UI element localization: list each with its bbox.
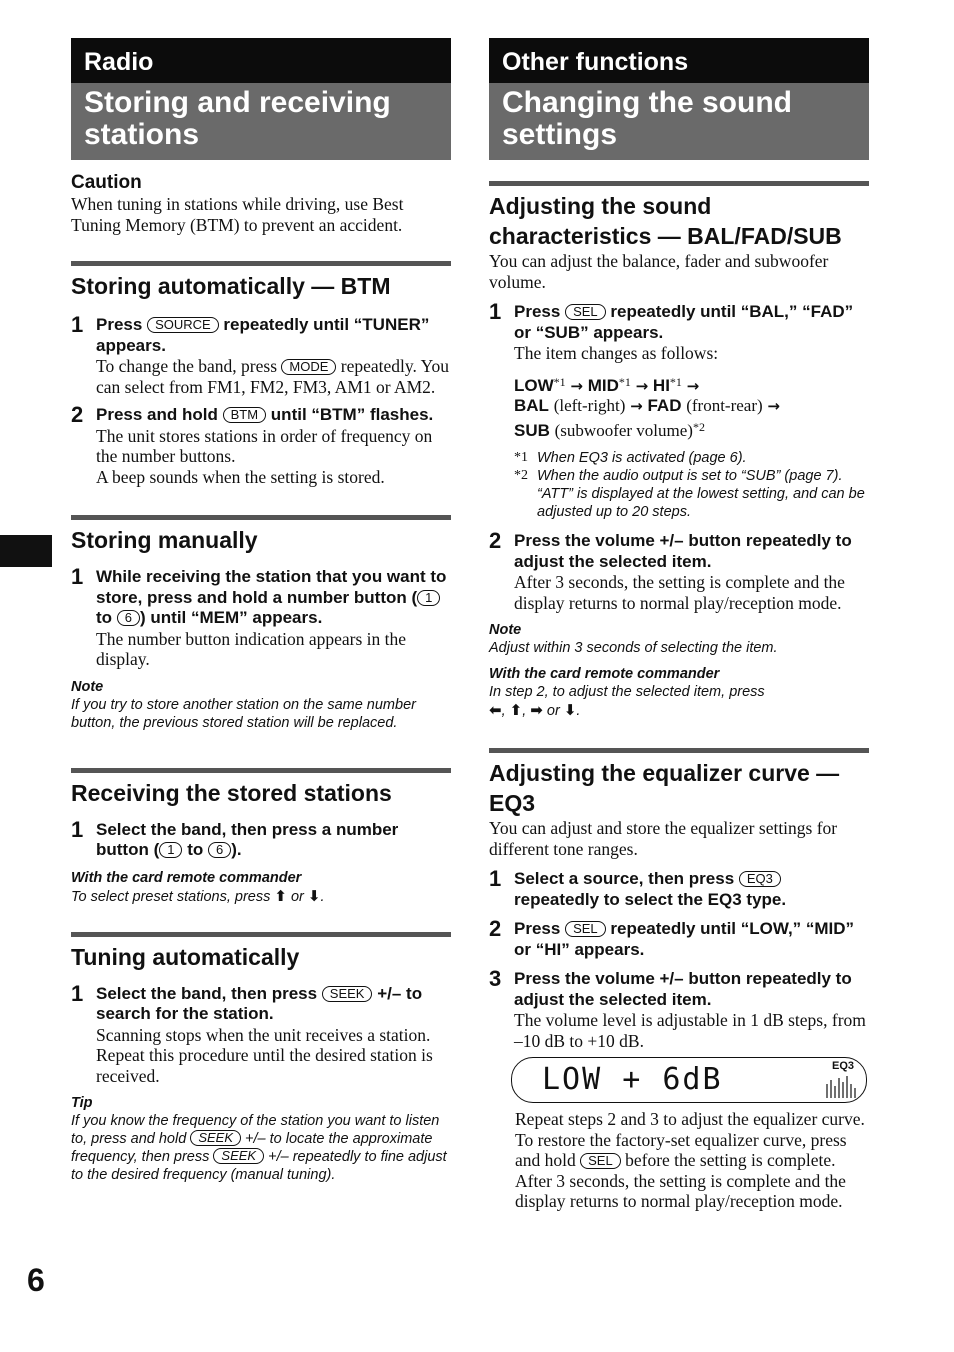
- section-title-receiving: Receiving the stored stations: [71, 779, 392, 806]
- seek-button-icon: SEEK: [190, 1130, 241, 1146]
- step-number: 2: [71, 402, 84, 427]
- down-arrow-icon: ⬇: [563, 701, 577, 719]
- note-heading: Note: [489, 622, 522, 638]
- source-button-icon: SOURCE: [147, 317, 219, 333]
- seq-desc: (subwoofer volume): [554, 420, 693, 440]
- seq-sub: SUB: [514, 420, 550, 440]
- step-btm-2: [71, 402, 451, 487]
- caution-text: When tuning in stations while driving, use Best Tuning Memory (BTM) to prevent an accident.: [71, 194, 404, 235]
- step-number: 1: [71, 312, 84, 337]
- tip-text: +/– repeatedly to fine adjust to the desired frequency (manual tuning).: [71, 1149, 447, 1183]
- eq3-button-icon: EQ3: [739, 871, 781, 887]
- step-number: 3: [489, 966, 502, 991]
- eq-paragraph: before the setting is complete.: [625, 1150, 836, 1170]
- sel-button-icon: SEL: [565, 304, 606, 320]
- mode-button-icon: MODE: [281, 359, 336, 375]
- section-title-btm: Storing automatically — BTM: [71, 273, 391, 299]
- step-body: The unit stores stations in order of frequency on the number buttons.: [96, 425, 433, 466]
- number-6-button-icon: 6: [117, 610, 140, 626]
- card-remote-text: .: [320, 888, 325, 905]
- card-remote-text: .: [576, 703, 581, 719]
- step-text: Press and hold: [96, 405, 218, 424]
- step-eq-1: [489, 866, 869, 910]
- footnote-mark: *1: [514, 450, 528, 465]
- section-title-eq: Adjusting the equalizer curve — EQ3: [489, 760, 840, 816]
- step-text: Press: [514, 302, 561, 321]
- step-number: 1: [71, 980, 84, 1006]
- eq3-badge: EQ3: [831, 1060, 854, 1072]
- seq-mid: MID: [587, 375, 619, 395]
- seq-bal: BAL: [514, 396, 549, 415]
- step-text: Press the volume +/– button repeatedly to adjust the selected item.: [514, 531, 852, 571]
- right-arrow-icon: →: [686, 376, 700, 395]
- step-number: 1: [71, 816, 84, 842]
- step-manual-1: [71, 564, 451, 670]
- seq-low: LOW: [514, 375, 554, 395]
- right-arrow-icon: →: [630, 397, 643, 415]
- section-tab-marker: [0, 535, 52, 567]
- step-text: repeatedly until “TUNER” appears.: [96, 315, 430, 355]
- step-text: to: [187, 840, 204, 859]
- page-title-sound: Changing the sound settings: [489, 83, 869, 160]
- step-text: Select the band, then press a number button (: [96, 819, 399, 859]
- number-6-button-icon: 6: [208, 842, 231, 858]
- step-body: The volume level is adjustable in 1 dB steps, from –10 dB to +10 dB.: [514, 1010, 866, 1051]
- page-number: 6: [27, 1262, 45, 1298]
- section-intro: You can adjust and store the equalizer settings for different tone ranges.: [489, 818, 838, 859]
- eq-paragraph: Repeat steps 2 and 3 to adjust the equalizer curve.: [515, 1109, 865, 1129]
- card-remote-text: In step 2, to adjust the selected item, press: [489, 684, 765, 700]
- section-intro: You can adjust the balance, fader and subwoofer volume.: [489, 251, 829, 292]
- tip-heading: Tip: [71, 1095, 93, 1111]
- page-title-storing: Storing and receiving stations: [71, 83, 451, 160]
- tip-text: +/– to locate the approximate frequency, then press: [71, 1131, 433, 1165]
- lcd-text: LOW + 6dB: [542, 1062, 723, 1097]
- seq-hi: HI: [652, 375, 670, 395]
- step-eq-2: [489, 916, 869, 960]
- step-number: 1: [71, 564, 84, 589]
- step-body: To change the band, press: [96, 356, 278, 376]
- right-arrow-icon: →: [635, 376, 649, 395]
- section-rule: [71, 515, 451, 520]
- lcd-display-illustration: [511, 1057, 867, 1103]
- section-rule: [71, 768, 451, 773]
- note-heading: Note: [71, 678, 104, 695]
- seek-button-icon: SEEK: [213, 1148, 264, 1164]
- up-arrow-icon: ⬆: [274, 886, 287, 905]
- footnote-marker: *2: [692, 419, 705, 434]
- step-eq-3: [489, 966, 869, 1051]
- step-body: Scanning stops when the unit receives a station. Repeat this procedure until the desired station is received.: [96, 1024, 433, 1086]
- footnote-1: [514, 449, 869, 467]
- eq-closing-paragraphs: [489, 1109, 869, 1212]
- card-remote-text: or: [546, 703, 560, 719]
- step-text: to: [96, 608, 113, 627]
- up-arrow-icon: ⬆: [509, 701, 523, 719]
- step-text: While receiving the station that you want to store, press and hold a number button (: [96, 567, 447, 607]
- item-sequence: [514, 372, 869, 442]
- footnote-2: [514, 467, 869, 521]
- step-body: The number button indication appears in the display.: [96, 628, 407, 669]
- number-1-button-icon: 1: [159, 842, 182, 858]
- step-text: Select the band, then press: [96, 983, 318, 1003]
- footnote-mark: *2: [514, 468, 528, 483]
- step-text: ).: [231, 840, 242, 859]
- step-tuning-1: [71, 980, 451, 1087]
- category-header-other: Other functions: [489, 38, 869, 83]
- seq-desc: (left-right): [553, 396, 626, 415]
- step-text: until “BTM” flashes.: [270, 405, 434, 424]
- section-rule: [489, 181, 869, 186]
- step-number: 2: [489, 916, 502, 941]
- left-arrow-icon: ⬅: [489, 701, 502, 719]
- caution-heading: Caution: [71, 172, 142, 193]
- down-arrow-icon: ⬇: [307, 886, 321, 905]
- step-receive-1: [71, 816, 451, 861]
- eq-paragraph: After 3 seconds, the setting is complete and the display returns to normal play/reception mode.: [515, 1170, 846, 1211]
- eq-paragraph: To restore the factory-set equalizer curve, press and hold: [515, 1129, 847, 1170]
- step-number: 1: [489, 299, 502, 324]
- note-text: If you try to store another station on the same number button, the previous stored station will be replaced.: [71, 696, 416, 731]
- equalizer-bars-icon: [824, 1072, 858, 1100]
- right-arrow-icon: ➡: [530, 701, 543, 719]
- footnote-text: When the audio output is set to “SUB” (page 7). “ATT” is displayed at the lowest setting, and can be adjusted up to 20 steps.: [537, 468, 865, 520]
- number-1-button-icon: 1: [417, 590, 440, 606]
- step-text: Press: [514, 919, 561, 938]
- right-column: Other functions Changing the sound settings Adjusting the sound characteristics — BAL/FAD/SUB You can adjust the balance, fader and subwoofer volume. 1 Press SEL repeatedly until “BAL,” “FAD” or “SUB” appears. The item changes as follows: LOW$^{*1}$ → MID$^{*1}$ → HI$^{*1}$ → BAL (left-right) → FAD (front-rear) → SUB (subwoofer volume)$^{*2}$ *1 When EQ3 is activated (page 6). *2 When the audio output is set to “SUB” (page 7). “ATT” is displayed at the lowest setting, and can be adjusted up to 20 steps. 2 Press the volume +/– button repeatedly to adjust the selected item. After 3 seconds, the setting is complete and the display returns to normal play/reception mode. Note Adjust within 3 seconds of selecting the item. With the card remote commander In step 2, to adjust the selected item, press ⬅, ⬆, ➡ or ⬇. Adjusting the equalizer curve — EQ3 You can adjust and store the equalizer settings for different tone ranges. 1 Select a source, then press EQ3 repeatedly to select the EQ3 type. 2 Press SEL repeatedly until “LOW,” “MID” or “HI” appears. 3 Press the volume +/– button repeatedly to adjust the selected item. The volume level is adjustable in 1 dB steps, from –10 dB to +10 dB. LOW + 6dB EQ3 Repeat steps 2 and 3 to adjust the equalizer curve. To restore the factory-set equalizer curve, press and hold SEL before the setting is complete. After 3 seconds, the setting is complete and the display returns to normal play/reception mode.: [489, 38, 869, 1212]
- tip-text: If you know the frequency of the station you want to listen to, press and hold: [71, 1113, 440, 1147]
- step-body: The item changes as follows:: [514, 343, 719, 363]
- right-arrow-icon: →: [570, 376, 583, 395]
- step-text: repeatedly until “BAL,” “FAD” or “SUB” appears.: [514, 302, 854, 342]
- step-body: After 3 seconds, the setting is complete and the display returns to normal play/reception mode.: [514, 572, 845, 613]
- step-text: ) until “MEM” appears.: [140, 608, 323, 627]
- card-remote-text: or: [290, 888, 304, 905]
- footnote-marker: *1: [553, 374, 566, 389]
- section-title-tuning: Tuning automatically: [71, 943, 300, 970]
- footnote-text: When EQ3 is activated (page 6).: [537, 450, 747, 466]
- note-text: Adjust within 3 seconds of selecting the item.: [489, 640, 778, 656]
- seek-button-icon: SEEK: [322, 986, 373, 1002]
- section-title-bal: Adjusting the sound characteristics — BAL/FAD/SUB: [489, 193, 842, 249]
- section-rule: [71, 932, 451, 937]
- section-rule: [489, 748, 869, 753]
- step-text: repeatedly to select the EQ3 type.: [514, 889, 787, 909]
- card-remote-heading: With the card remote commander: [489, 666, 720, 682]
- step-number: 1: [489, 866, 502, 891]
- sel-button-icon: SEL: [580, 1153, 621, 1169]
- seq-desc: (front-rear): [686, 396, 763, 415]
- category-header-radio: Radio: [71, 38, 451, 83]
- step-body: A beep sounds when the setting is stored.: [96, 466, 385, 487]
- sel-button-icon: SEL: [565, 921, 606, 937]
- right-arrow-icon: →: [767, 397, 780, 415]
- step-bal-2: [489, 528, 869, 613]
- btm-button-icon: BTM: [223, 407, 266, 423]
- step-text: Press the volume +/– button repeatedly to adjust the selected item.: [514, 969, 852, 1009]
- step-text: Press: [96, 315, 143, 334]
- section-rule: [71, 261, 451, 266]
- step-text: repeatedly until “LOW,” “MID” or “HI” appears.: [514, 919, 855, 959]
- card-remote-heading: With the card remote commander: [71, 869, 302, 886]
- left-column: [71, 38, 451, 1184]
- footnote-marker: *1: [618, 374, 631, 389]
- card-remote-text: To select preset stations, press: [71, 888, 271, 905]
- section-title-manual: Storing manually: [71, 527, 258, 553]
- step-body: repeatedly. You can select from FM1, FM2, FM3, AM1 or AM2.: [96, 356, 449, 397]
- footnote-marker: *1: [669, 374, 682, 389]
- step-btm-1: [71, 312, 451, 397]
- step-text: Select a source, then press: [514, 869, 735, 888]
- step-bal-1: [489, 299, 869, 521]
- step-text: +/– to search for the station.: [96, 983, 423, 1023]
- seq-fad: FAD: [647, 396, 682, 415]
- step-number: 2: [489, 528, 502, 553]
